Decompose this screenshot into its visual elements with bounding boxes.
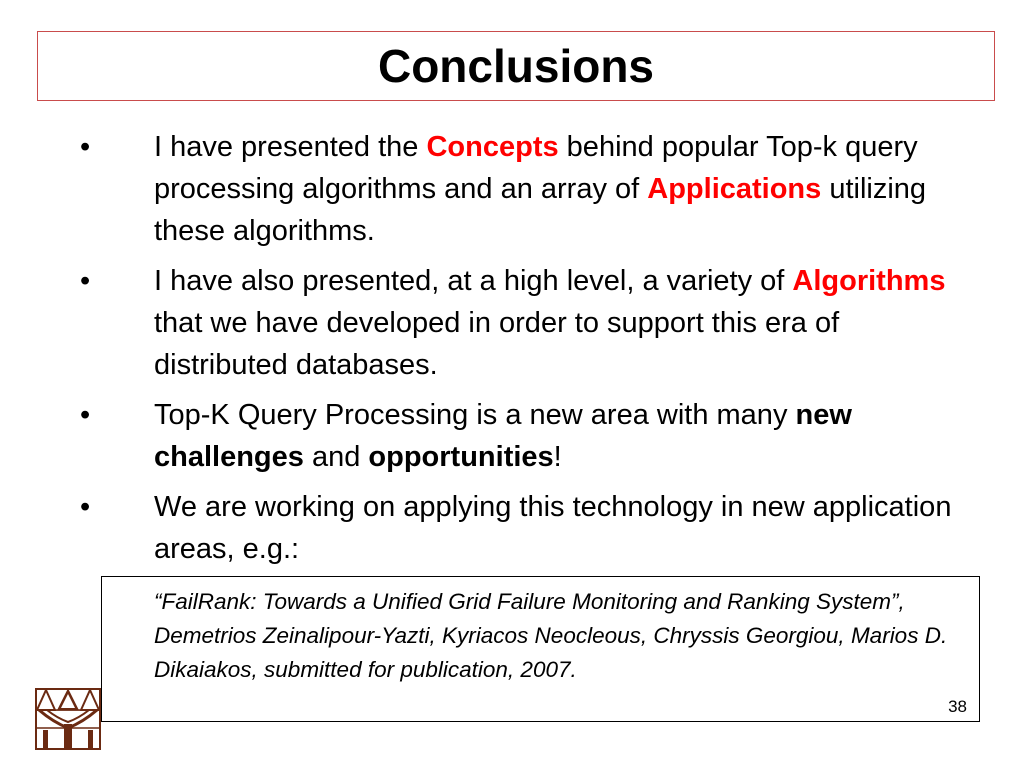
reference-box: [101, 576, 980, 722]
bullet-text: [154, 394, 964, 478]
text-run: We are working on applying this technology in new application areas, e.g.:: [154, 491, 960, 565]
bullet-marker: •: [80, 491, 91, 523]
bold-term: new challenges: [154, 399, 860, 473]
bullet-text: [154, 260, 964, 386]
text-run: and: [303, 441, 369, 473]
text-run: Top-K Query Processing is a new area with many: [154, 399, 796, 431]
bullet-marker: •: [80, 399, 91, 431]
bullet-item: [0, 260, 1024, 386]
university-of-cyprus-logo-icon: [35, 688, 101, 750]
highlighted-term: Applications: [647, 173, 822, 205]
page-number: 38: [948, 697, 967, 716]
text-run: I have presented the: [154, 131, 427, 163]
text-run: I have also presented, at a high level, a variety of: [154, 265, 793, 297]
bullet-text: [154, 126, 964, 252]
bullet-item: [0, 126, 1024, 252]
bullet-text: [154, 486, 964, 570]
text-run: that we have developed in order to support this era of distributed databases.: [154, 265, 954, 381]
text-run: utilizing these algorithms.: [154, 173, 935, 247]
reference-citation: “FailRank: Towards a Unified Grid Failure Monitoring and Ranking System”, Demetrios Zeinalipour-Yazti, Kyriacos Neocleous, Chryssis Georgiou, Marios D. Dikaiakos, submitted for publication, 2007.: [154, 589, 948, 682]
bullet-marker: •: [80, 265, 91, 297]
bullet-list: [0, 126, 1024, 570]
title-box: [37, 31, 995, 101]
highlighted-term: Concepts: [426, 131, 559, 163]
text-run: !: [553, 441, 562, 473]
bold-term: opportunities: [368, 441, 554, 473]
bullet-item: [0, 394, 1024, 478]
bullet-item: [0, 486, 1024, 570]
text-run: behind popular Top-k query processing algorithms and an array of: [154, 131, 926, 205]
slide-title: Conclusions: [377, 40, 655, 92]
highlighted-term: Algorithms: [792, 265, 946, 297]
bullet-marker: •: [80, 131, 91, 163]
